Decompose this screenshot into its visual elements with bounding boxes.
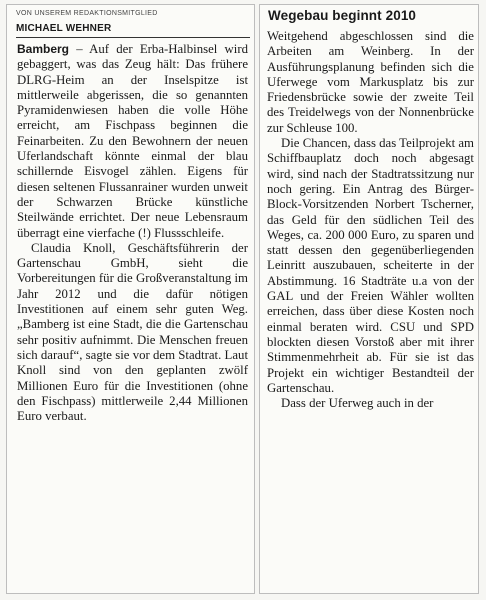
paragraph-knoll: Claudia Knoll, Geschäftsführerin der Gartenschau GmbH, sieht die Vorbereitungen für die Großveranstaltung im Jahr 2012 und die dafür nötigen Investitionen auf einem sehr guten Weg. „Bamberg ist eine Stadt, die die Gartenschau sehr positiv aufnimmt. Die Menschen freuen sich darauf“, sagte sie vor dem Stadtrat. Laut Knoll sind von den geplanten zwölf Millionen Euro für die Investitionen (ohne den Fischpass) mittlerweile 2,44 Millionen Euro verbaut.: [17, 240, 248, 424]
paragraph-schiffbauplatz: Die Chancen, dass das Teilprojekt am Schiffbauplatz doch noch abgesagt wird, sind nach der Stadtratssitzung nur noch gering. Ein Antrag des Bürger-Block-Vorsitzenden Norbert Tscherner, das Geld für den südlichen Teil des Weges, ca. 200 000 Euro, zu sparen und statt dessen den gegenüberliegenden Leinritt auszubauen, scheiterte in der Abstimmung. 16 Stadträte u.a von der GAL und der Freien Wähler wollten erreichen, dass über diese Kosten noch einmal beraten wird. CSU und SPD blockten diesen Vorstoß aber mit ihrer Stimmenmehrheit ab. Für sie ist das Projekt ein wichtiger Bestandteil der Gartenschau.: [267, 136, 474, 395]
lead-paragraph: [14, 42, 250, 241]
lead-paragraph-body: Auf der Erba-Halbinsel wird gebaggert, was das Zeug hält: Das frühere DLRG-Heim an der Inselspitze ist mittlerweile abgerissen, die so genannten Pyramidenwiesen haben die volle Höhe erreicht, am Fischpass beginnen die Feinarbeiten. Zu den Bewohnern der neuen Uferlandschaft könnte einmal der blau schillernde Eisvogel zählen. Eigens für diesen seltenen Flussanrainer wurden unweit der Schwarzen Brücke künstliche Steilwände errichtet. Der neue Lebensraum überragt eine vierfache (!) Flussschleife.: [17, 42, 248, 240]
subheadline: Wegebau beginnt 2010: [268, 8, 417, 23]
paragraph-weinberg: Weitgehend abgeschlossen sind die Arbeiten am Weinberg. In der Ausführungsplanung befinden sich die Uferwege vom Markusplatz bis zur Friedensbrücke sowie der zweite Teil des Treidelwegs von der Nonnenbrücke zur Schleuse 100.: [267, 29, 474, 135]
paragraph-uferweg: Dass der Uferweg auch in der: [281, 396, 434, 411]
author-name: MICHAEL WEHNER: [16, 23, 250, 38]
right-column: [264, 8, 476, 411]
left-column: [14, 8, 250, 424]
byline-kicker: VON UNSEREM REDAKTIONSMITGLIED: [16, 10, 158, 17]
dateline: Bamberg: [17, 42, 70, 56]
dateline-dash: –: [69, 42, 90, 56]
